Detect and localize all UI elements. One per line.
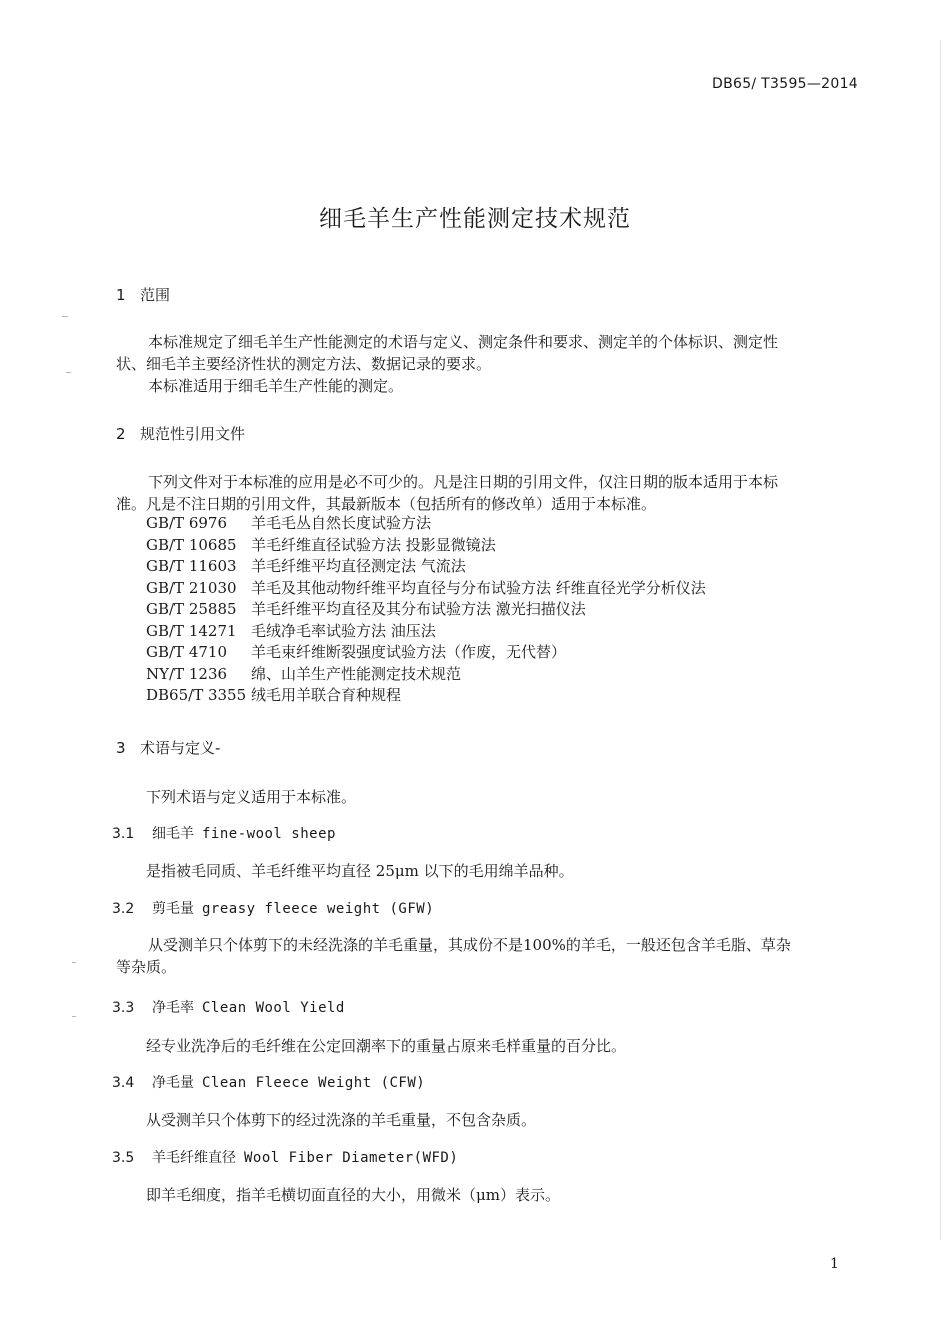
text-line: 等杂质。: [116, 958, 177, 976]
term-number: 3.3: [112, 1000, 135, 1016]
term-english: fine-wool sheep: [202, 826, 336, 842]
scope-paragraph: [116, 331, 856, 397]
reference-code: GB/T 6976: [146, 514, 228, 532]
text-line: 从受测羊只个体剪下的未经洗涤的羊毛重量，其成份不是100%的羊毛，一般还包含羊毛脂、草杂: [148, 936, 791, 954]
reference-item: [146, 556, 866, 578]
term-definition: [116, 934, 856, 978]
scan-speck: [72, 962, 76, 963]
text-line: 本标准规定了细毛羊生产性能测定的术语与定义、测定条件和要求、测定羊的个体标识、测定性: [148, 333, 779, 351]
reference-title: 羊毛纤维直径试验方法 投影显微镜法: [251, 535, 496, 554]
reference-item: [146, 535, 866, 557]
page-number: 1: [830, 1256, 839, 1272]
reference-title: 羊毛束纤维断裂强度试验方法（作废，无代替）: [251, 643, 567, 661]
term-definition: [146, 1184, 560, 1206]
reference-item: [146, 599, 866, 621]
term-english: greasy fleece weight (GFW): [202, 901, 435, 917]
reference-title: 羊毛及其他动物纤维平均直径与分布试验方法 纤维直径光学分析仪法: [251, 578, 706, 597]
reference-title: 羊毛纤维平均直径及其分布试验方法 激光扫描仪法: [251, 600, 586, 618]
term-definition: [146, 860, 574, 882]
scan-speck: [62, 316, 68, 317]
standard-code: DB65/ T3595—2014: [712, 76, 858, 92]
term-chinese: 净毛率: [152, 1000, 194, 1016]
section-title: 范围: [140, 286, 171, 304]
reference-code: GB/T 4710: [146, 643, 228, 661]
section-heading-normative-refs: [116, 423, 245, 444]
term-chinese: 羊毛纤维直径: [152, 1150, 236, 1166]
reference-code: GB/T 25885: [146, 600, 237, 618]
term-heading: [112, 997, 345, 1017]
term-heading: [112, 1072, 425, 1092]
reference-item: [146, 685, 866, 707]
term-definition: [146, 1035, 626, 1057]
reference-code: GB/T 11603: [146, 557, 237, 575]
section-number: 1: [116, 286, 126, 304]
scan-speck: [66, 372, 71, 373]
text-line: 本标准适用于细毛羊生产性能的测定。: [148, 377, 404, 395]
text-line: 下列文件对于本标准的应用是必不可少的。凡是注日期的引用文件，仅注日期的版本适用于本标: [148, 473, 779, 491]
reference-title: 绒毛用羊联合育种规程: [251, 686, 402, 704]
term-chinese: 细毛羊: [152, 826, 194, 842]
section-number: 2: [116, 425, 126, 443]
reference-code: GB/T 10685: [146, 535, 237, 554]
term-english: Wool Fiber Diameter(WFD): [244, 1150, 459, 1166]
section-heading-terms: [116, 737, 220, 758]
normative-refs-intro: [116, 471, 856, 515]
scan-speck: [72, 1016, 76, 1017]
term-chinese: 剪毛量: [152, 901, 194, 917]
reference-code: NY/T 1236: [146, 664, 228, 683]
text-line: 即羊毛细度，指羊毛横切面直径的大小，用微米（μm）表示。: [146, 1186, 560, 1204]
section-number: 3: [116, 739, 126, 757]
text-line: 经专业洗净后的毛纤维在公定回潮率下的重量占原来毛样重量的百分比。: [146, 1037, 627, 1055]
section-title: 术语与定义-: [140, 739, 221, 757]
terms-intro: 下列术语与定义适用于本标准。: [146, 788, 357, 806]
reference-item: [146, 642, 866, 664]
reference-item: [146, 578, 866, 600]
term-english: Clean Fleece Weight (CFW): [202, 1075, 426, 1091]
reference-title: 羊毛毛丛自然长度试验方法: [251, 514, 432, 532]
section-title: 规范性引用文件: [140, 425, 246, 443]
text-line: 准。凡是不注日期的引用文件，其最新版本（包括所有的修改单）适用于本标准。: [116, 495, 657, 513]
reference-code: GB/T 14271: [146, 621, 237, 640]
reference-code: GB/T 21030: [146, 578, 237, 597]
reference-item: [146, 513, 866, 535]
section-heading-scope: [116, 284, 170, 305]
document-title: 细毛羊生产性能测定技术规范: [319, 206, 631, 232]
text-line: 状、细毛羊主要经济性状的测定方法、数据记录的要求。: [116, 355, 492, 373]
term-definition: [146, 1109, 536, 1131]
text-line: 是指被毛同质、羊毛纤维平均直径 25μm 以下的毛用绵羊品种。: [146, 862, 574, 880]
text-line: 从受测羊只个体剪下的经过洗涤的羊毛重量，不包含杂质。: [146, 1111, 537, 1129]
reference-title: 毛绒净毛率试验方法 油压法: [251, 621, 436, 640]
term-heading: [112, 898, 434, 918]
term-english: Clean Wool Yield: [202, 1000, 345, 1016]
reference-list: [146, 513, 866, 707]
term-number: 3.5: [112, 1150, 135, 1166]
reference-item: [146, 621, 866, 643]
term-heading: [112, 823, 336, 843]
term-number: 3.1: [112, 826, 135, 842]
term-chinese: 净毛量: [152, 1075, 194, 1091]
reference-item: [146, 664, 866, 686]
term-number: 3.2: [112, 901, 135, 917]
reference-code: DB65/T 3355: [146, 686, 247, 704]
reference-title: 绵、山羊生产性能测定技术规范: [251, 664, 462, 683]
term-number: 3.4: [112, 1075, 135, 1091]
reference-title: 羊毛纤维平均直径测定法 气流法: [251, 557, 466, 575]
term-heading: [112, 1147, 458, 1167]
